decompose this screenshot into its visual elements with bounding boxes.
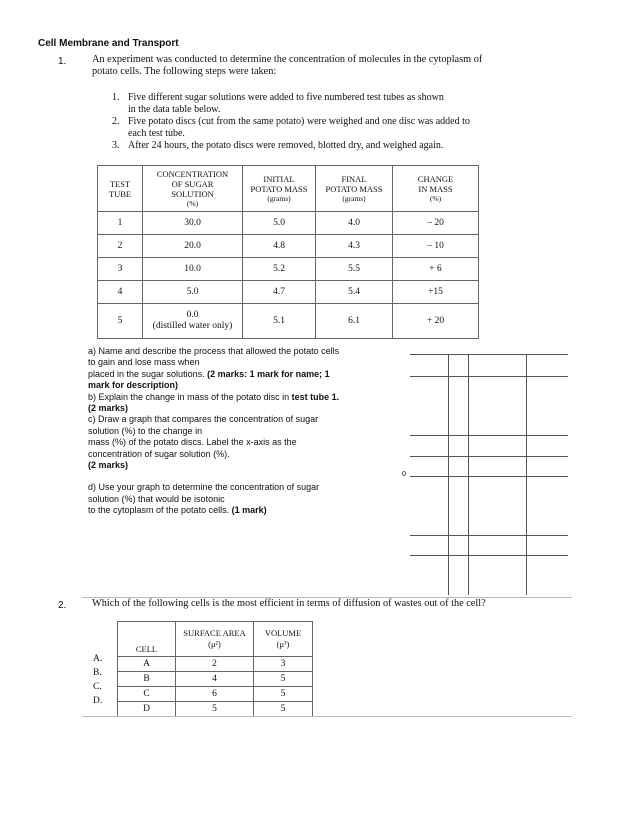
graph-zero-label: 0 xyxy=(402,471,406,478)
header-final-mass: FINAL POTATO MASS (grams) xyxy=(316,166,393,212)
table-row: 4 5.0 4.7 5.4 +15 xyxy=(98,281,479,304)
header-concentration: CONCENTRATION OF SUGAR SOLUTION (%) xyxy=(143,166,243,212)
header-surface-area: SURFACE AREA (μ²) xyxy=(176,622,254,657)
table-row: C 6 5 xyxy=(118,687,313,702)
potato-data-table xyxy=(97,165,479,339)
page-heading: Cell Membrane and Transport xyxy=(38,38,179,49)
option-a[interactable]: A. xyxy=(93,654,103,664)
table-row: 3 10.0 5.2 5.5 + 6 xyxy=(98,258,479,281)
option-d[interactable]: D. xyxy=(93,696,103,706)
table-header-row xyxy=(98,166,479,212)
step-1: 1. Five different sugar solutions were added to five numbered test tubes as shown in the data table below. xyxy=(112,92,444,115)
intro-line-1: An experiment was conducted to determine the concentration of molecules in the cytoplasm of xyxy=(92,54,483,65)
option-b[interactable]: B. xyxy=(93,668,102,678)
question-1-parts: a) Name and describe the process that allowed the potato cells to gain and lose mass when placed in the sugar solutions. (2 marks: 1 mark for name; 1 mark for description) b) Explain the change in mass of the potato disc in test tube 1. (2 marks) c) Draw a graph that compares the concentration of sugar solution (%) to the change in mass (%) of the potato discs. Label the x-axis as the concentration of sugar solution (%). (2 marks) d) Use your graph to determine the concentration of sugar solution (%) that would be isotonic to the cytoplasm of the potato cells. (1 mark) xyxy=(88,346,340,516)
option-c[interactable]: C. xyxy=(93,682,102,692)
header-test-tube: TEST TUBE xyxy=(98,166,143,212)
question-2-text: Which of the following cells is the most efficient in terms of diffusion of wastes out of the cell? xyxy=(92,598,486,609)
header-volume: VOLUME (μ³) xyxy=(254,622,313,657)
header-change-mass: CHANGE IN MASS (%) xyxy=(393,166,479,212)
table-row: B 4 5 xyxy=(118,672,313,687)
section-divider xyxy=(82,716,572,717)
table-row: 5 0.0 (distilled water only) 5.1 6.1 + 20 xyxy=(98,304,479,339)
procedure-steps xyxy=(112,92,470,152)
step-2: 2. Five potato discs (cut from the same potato) were weighed and one disc was added to each test tube. xyxy=(112,116,470,139)
header-initial-mass: INITIAL POTATO MASS (grams) xyxy=(243,166,316,212)
table-row: 1 30.0 5.0 4.0 – 20 xyxy=(98,212,479,235)
cell-data-table xyxy=(117,621,313,717)
table-header-row xyxy=(118,622,313,657)
question-1-intro xyxy=(92,54,482,79)
table-row: D 5 5 xyxy=(118,702,313,717)
header-cell: CELL xyxy=(118,622,176,657)
table-row: A 2 3 xyxy=(118,657,313,672)
step-3: 3. After 24 hours, the potato discs were removed, blotted dry, and weighed again. xyxy=(112,140,444,151)
table-row: 2 20.0 4.8 4.3 – 10 xyxy=(98,235,479,258)
intro-line-2: potato cells. The following steps were taken: xyxy=(92,66,277,78)
question-2-number: 2. xyxy=(58,600,67,611)
question-1-number: 1. xyxy=(58,56,67,67)
